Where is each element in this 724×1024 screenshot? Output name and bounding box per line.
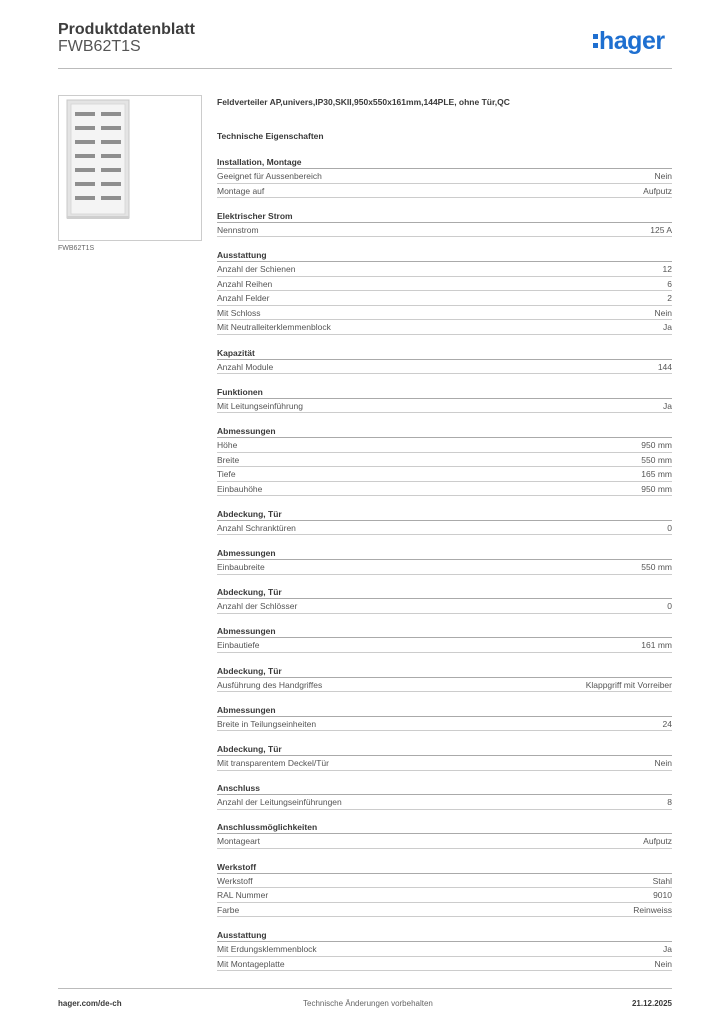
din-rail-shape (101, 196, 121, 200)
spec-row (217, 874, 672, 889)
spec-label: Anzahl der Schlösser (217, 601, 298, 612)
spec-row (217, 277, 672, 292)
image-caption: FWB62T1S (58, 245, 95, 252)
spec-section-title: Funktionen (217, 386, 672, 399)
specs-table (217, 156, 672, 983)
footer-divider (58, 988, 672, 989)
spec-section (217, 210, 672, 238)
spec-label: Tiefe (217, 469, 236, 480)
spec-section-title: Abmessungen (217, 425, 672, 438)
spec-row (217, 291, 672, 306)
header-divider (58, 68, 672, 69)
spec-row (217, 521, 672, 536)
spec-section (217, 861, 672, 918)
spec-section-title: Ausstattung (217, 249, 672, 262)
spec-value: 550 mm (641, 454, 672, 465)
din-rail-shape (75, 140, 95, 144)
din-rail-shape (75, 168, 95, 172)
din-rail-shape (75, 196, 95, 200)
spec-section-title: Werkstoff (217, 861, 672, 874)
spec-value: 550 mm (641, 562, 672, 573)
spec-section (217, 782, 672, 810)
spec-section (217, 249, 672, 335)
spec-section (217, 386, 672, 414)
spec-value: 12 (662, 263, 672, 274)
spec-row (217, 834, 672, 849)
spec-value: 950 mm (641, 483, 672, 494)
spec-section (217, 156, 672, 198)
spec-section (217, 704, 672, 732)
din-rail-shape (101, 140, 121, 144)
spec-label: Breite in Teilungseinheiten (217, 718, 317, 729)
spec-label: Anzahl Schranktüren (217, 522, 296, 533)
spec-row (217, 903, 672, 918)
spec-row (217, 320, 672, 335)
spec-row (217, 184, 672, 199)
spec-value: Aufputz (643, 185, 672, 196)
spec-section-title: Abdeckung, Tür (217, 508, 672, 521)
spec-row (217, 795, 672, 810)
spec-section-title: Anschluss (217, 782, 672, 795)
footer-date: 21.12.2025 (631, 999, 672, 1008)
spec-row (217, 360, 672, 375)
spec-value: Nein (654, 758, 672, 768)
spec-label: Nennstrom (217, 224, 259, 235)
din-rail-shape (75, 154, 95, 158)
footer-disclaimer: Technische Änderungen vorbehalten (303, 999, 433, 1008)
spec-value: Nein (654, 307, 672, 318)
din-rail-shape (101, 168, 121, 172)
spec-label: Mit Neutralleiterklemmenblock (217, 322, 331, 333)
spec-label: Montageart (217, 836, 260, 847)
spec-section-title: Abdeckung, Tür (217, 743, 672, 756)
spec-label: Höhe (217, 439, 238, 450)
spec-section-title: Abmessungen (217, 704, 672, 717)
din-rail-shape (101, 154, 121, 158)
spec-label: Einbautiefe (217, 640, 260, 651)
spec-section-title: Ausstattung (217, 929, 672, 942)
spec-label: RAL Nummer (217, 890, 269, 901)
spec-label: Anzahl der Schienen (217, 263, 296, 274)
spec-row (217, 957, 672, 972)
spec-label: Farbe (217, 904, 240, 915)
spec-row (217, 438, 672, 453)
spec-value: Ja (663, 400, 672, 411)
spec-section-title: Abdeckung, Tür (217, 665, 672, 678)
spec-row (217, 467, 672, 482)
spec-row (217, 756, 672, 771)
spec-label: Mit Schloss (217, 307, 261, 318)
spec-value: Nein (654, 958, 672, 969)
spec-value: Nein (654, 171, 672, 181)
spec-value: 6 (667, 278, 672, 289)
spec-label: Mit Leitungseinführung (217, 400, 304, 411)
din-rail-shape (101, 126, 121, 130)
spec-section-title: Kapazität (217, 347, 672, 360)
spec-section (217, 929, 672, 971)
spec-section (217, 547, 672, 575)
spec-row (217, 599, 672, 614)
spec-value: 8 (667, 797, 672, 808)
spec-row (217, 942, 672, 957)
spec-label: Werkstoff (217, 875, 253, 886)
spec-row (217, 262, 672, 277)
product-code: FWB62T1S (58, 38, 141, 55)
spec-section-title: Abmessungen (217, 547, 672, 560)
spec-section (217, 821, 672, 849)
din-rail-shape (75, 112, 95, 116)
din-rail-shape (75, 126, 95, 130)
din-rail-shape (101, 112, 121, 116)
spec-section (217, 625, 672, 653)
product-description: Feldverteiler AP,univers,IP30,SKII,950x550x161mm,144PLE, ohne Tür,QC (217, 97, 510, 107)
spec-value: 0 (667, 522, 672, 533)
spec-label: Mit Montageplatte (217, 958, 285, 969)
spec-section (217, 586, 672, 614)
spec-value: 9010 (653, 890, 672, 901)
spec-label: Mit Erdungsklemmenblock (217, 943, 317, 954)
spec-value: 125 A (650, 224, 672, 235)
product-image (58, 95, 202, 241)
spec-label: Anzahl Felder (217, 293, 270, 304)
spec-value: 0 (667, 601, 672, 612)
spec-section-title: Abmessungen (217, 625, 672, 638)
spec-value: 2 (667, 293, 672, 304)
spec-section (217, 425, 672, 496)
spec-label: Montage auf (217, 185, 265, 196)
spec-value: Ja (663, 943, 672, 954)
spec-section-title: Elektrischer Strom (217, 210, 672, 223)
spec-label: Geeignet für Aussenbereich (217, 171, 322, 181)
spec-value: 165 mm (641, 469, 672, 480)
spec-label: Einbaubreite (217, 562, 265, 573)
logo-dots-icon (593, 32, 598, 49)
spec-label: Anzahl Reihen (217, 278, 273, 289)
spec-value: Reinweiss (633, 904, 672, 915)
spec-value: 24 (662, 718, 672, 729)
spec-row (217, 888, 672, 903)
page-title: Produktdatenblatt (58, 21, 195, 38)
spec-label: Anzahl der Leitungseinführungen (217, 797, 342, 808)
logo-text: hager (599, 27, 665, 55)
spec-value: 950 mm (641, 439, 672, 450)
spec-value: 144 (657, 361, 672, 372)
spec-label: Ausführung des Handgriffes (217, 679, 323, 690)
spec-row (217, 678, 672, 693)
spec-value: Stahl (652, 875, 672, 886)
technical-properties-title: Technische Eigenschaften (217, 131, 324, 141)
footer-website-link[interactable]: hager.com/de-ch (58, 999, 122, 1008)
spec-value: 161 mm (641, 640, 672, 651)
spec-row (217, 306, 672, 321)
spec-section (217, 508, 672, 536)
spec-row (217, 223, 672, 238)
spec-row (217, 482, 672, 497)
din-rail-shape (75, 182, 95, 186)
spec-section (217, 665, 672, 693)
spec-value: Ja (663, 322, 672, 333)
spec-section-title: Anschlussmöglichkeiten (217, 821, 672, 834)
spec-section-title: Installation, Montage (217, 156, 672, 169)
spec-row (217, 638, 672, 653)
spec-row (217, 169, 672, 184)
spec-label: Anzahl Module (217, 361, 274, 372)
hager-logo[interactable] (593, 27, 665, 55)
spec-row (217, 717, 672, 732)
spec-label: Breite (217, 454, 240, 465)
spec-section (217, 347, 672, 375)
spec-label: Einbauhöhe (217, 483, 263, 494)
spec-value: Aufputz (643, 836, 672, 847)
spec-row (217, 453, 672, 468)
din-rail-shape (101, 182, 121, 186)
spec-row (217, 560, 672, 575)
spec-row (217, 399, 672, 414)
spec-section (217, 743, 672, 771)
spec-label: Mit transparentem Deckel/Tür (217, 758, 329, 768)
spec-value: Klappgriff mit Vorreiber (585, 679, 672, 690)
spec-section-title: Abdeckung, Tür (217, 586, 672, 599)
distribution-board-icon (59, 96, 201, 240)
